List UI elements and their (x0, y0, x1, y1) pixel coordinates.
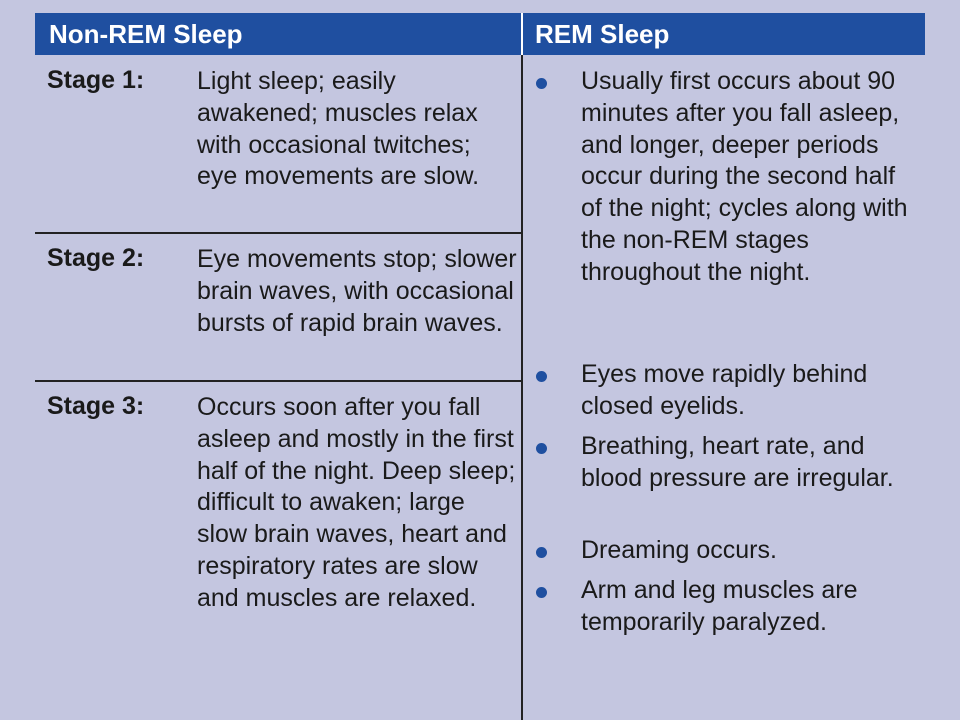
stage-1-label: Stage 1: (47, 66, 145, 94)
column-divider (521, 55, 523, 720)
stage-3-label: Stage 3: (47, 392, 145, 420)
rem-point-text: Usually first occurs about 90 minutes after you fall asleep, and longer, deeper periods occur during the second half of the night; cycles along with the non-REM stages throughout the night. (581, 67, 908, 286)
bullet-icon (536, 547, 547, 558)
rem-point-text: Eyes move rapidly behind closed eyelids. (581, 360, 868, 420)
bullet-icon (536, 78, 547, 89)
row-divider-stage-1 (35, 232, 523, 234)
bullet-icon (536, 587, 547, 598)
rem-point-text: Dreaming occurs. (581, 536, 777, 564)
stage-2-description: Eye movements stop; slower brain waves, with occasional bursts of rapid brain waves. (197, 245, 517, 337)
stage-3-description: Occurs soon after you fall asleep and mostly in the first half of the night. Deep sleep; difficult to awaken; large slow brain waves, heart and respiratory rates are slow and muscles are relaxed. (197, 393, 516, 612)
rem-point-text: Breathing, heart rate, and blood pressure are irregular. (581, 432, 894, 492)
header-rem-sleep: REM Sleep (535, 19, 670, 49)
bullet-icon (536, 443, 547, 454)
stage-1-description: Light sleep; easily awakened; muscles relax with occasional twitches; eye movements are slow. (197, 67, 480, 191)
rem-point-text: Arm and leg muscles are temporarily paralyzed. (581, 576, 858, 636)
stage-2-label: Stage 2: (47, 244, 145, 272)
table-header (35, 13, 925, 55)
row-divider-stage-2 (35, 380, 523, 382)
header-divider (521, 13, 523, 55)
header-non-rem-sleep: Non-REM Sleep (49, 19, 243, 49)
sleep-stages-table (35, 13, 925, 720)
bullet-icon (536, 371, 547, 382)
